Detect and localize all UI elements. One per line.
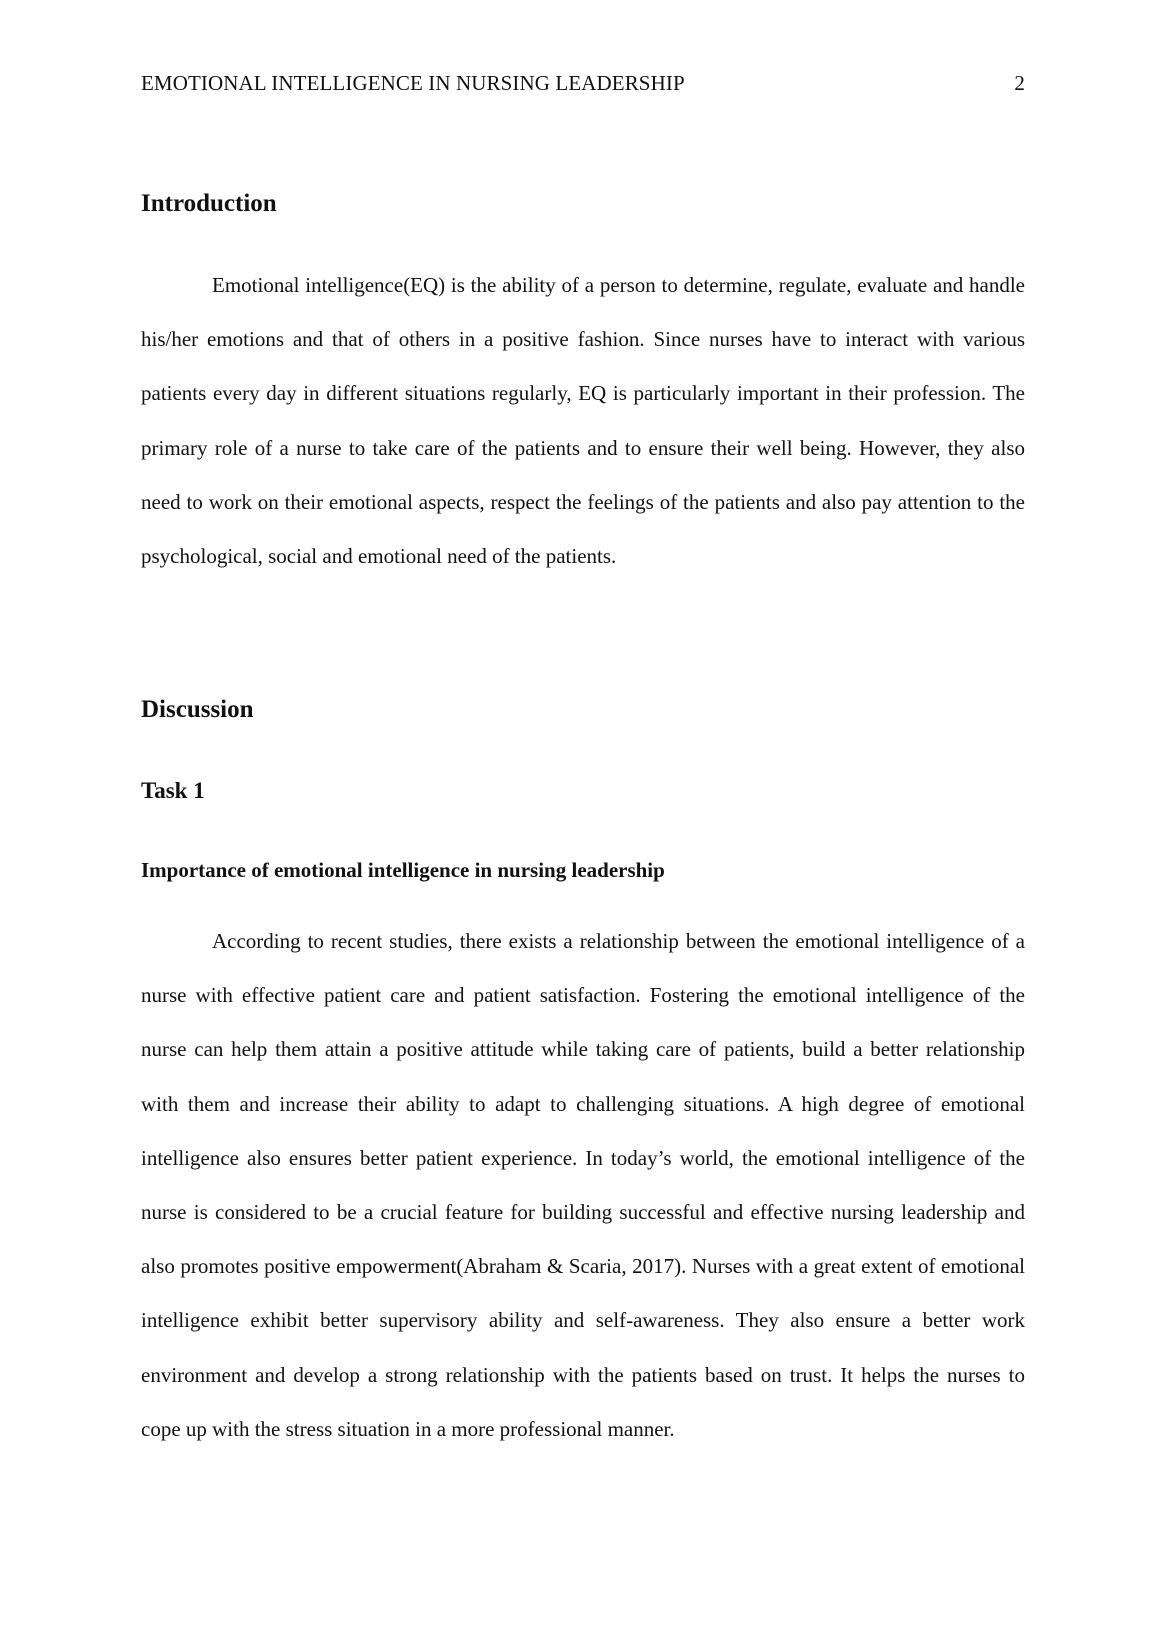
discussion-heading: Discussion — [141, 696, 254, 723]
section-subheading: Importance of emotional intelligence in nursing leadership — [141, 858, 665, 882]
running-header — [141, 68, 1025, 98]
introduction-heading: Introduction — [141, 190, 277, 217]
introduction-paragraph: Emotional intelligence(EQ) is the ability of a person to determine, regulate, evaluate and handle his/her emotions and that of others in a positive fashion. Since nurses have to interact with various patients every day in different situations regularly, EQ is particularly important in their profession. The primary role of a nurse to take care of the patients and to ensure their well being. However, they also need to work on their emotional aspects, respect the feelings of the patients and also pay attention to the psychological, social and emotional need of the patients. — [141, 273, 1025, 569]
discussion-paragraph: According to recent studies, there exists a relationship between the emotional intelligence of a nurse with effective patient care and patient satisfaction. Fostering the emotional intelligence of the nurse can help them attain a positive attitude while taking care of patients, build a better relationship with them and increase their ability to adapt to challenging situations. A high degree of emotional intelligence also ensures better patient experience. In today’s world, the emotional intelligence of the nurse is considered to be a crucial feature for building successful and effective nursing leadership and also promotes positive empowerment(Abraham & Scaria, 2017). Nurses with a great extent of emotional intelligence exhibit better supervisory ability and self-awareness. They also ensure a better work environment and develop a strong relationship with the patients based on trust. It helps the nurses to cope up with the stress situation in a more professional manner. — [141, 929, 1025, 1441]
running-title: EMOTIONAL INTELLIGENCE IN NURSING LEADERSHIP — [141, 71, 685, 95]
page-number: 2 — [1014, 71, 1025, 95]
task-heading: Task 1 — [141, 778, 205, 803]
